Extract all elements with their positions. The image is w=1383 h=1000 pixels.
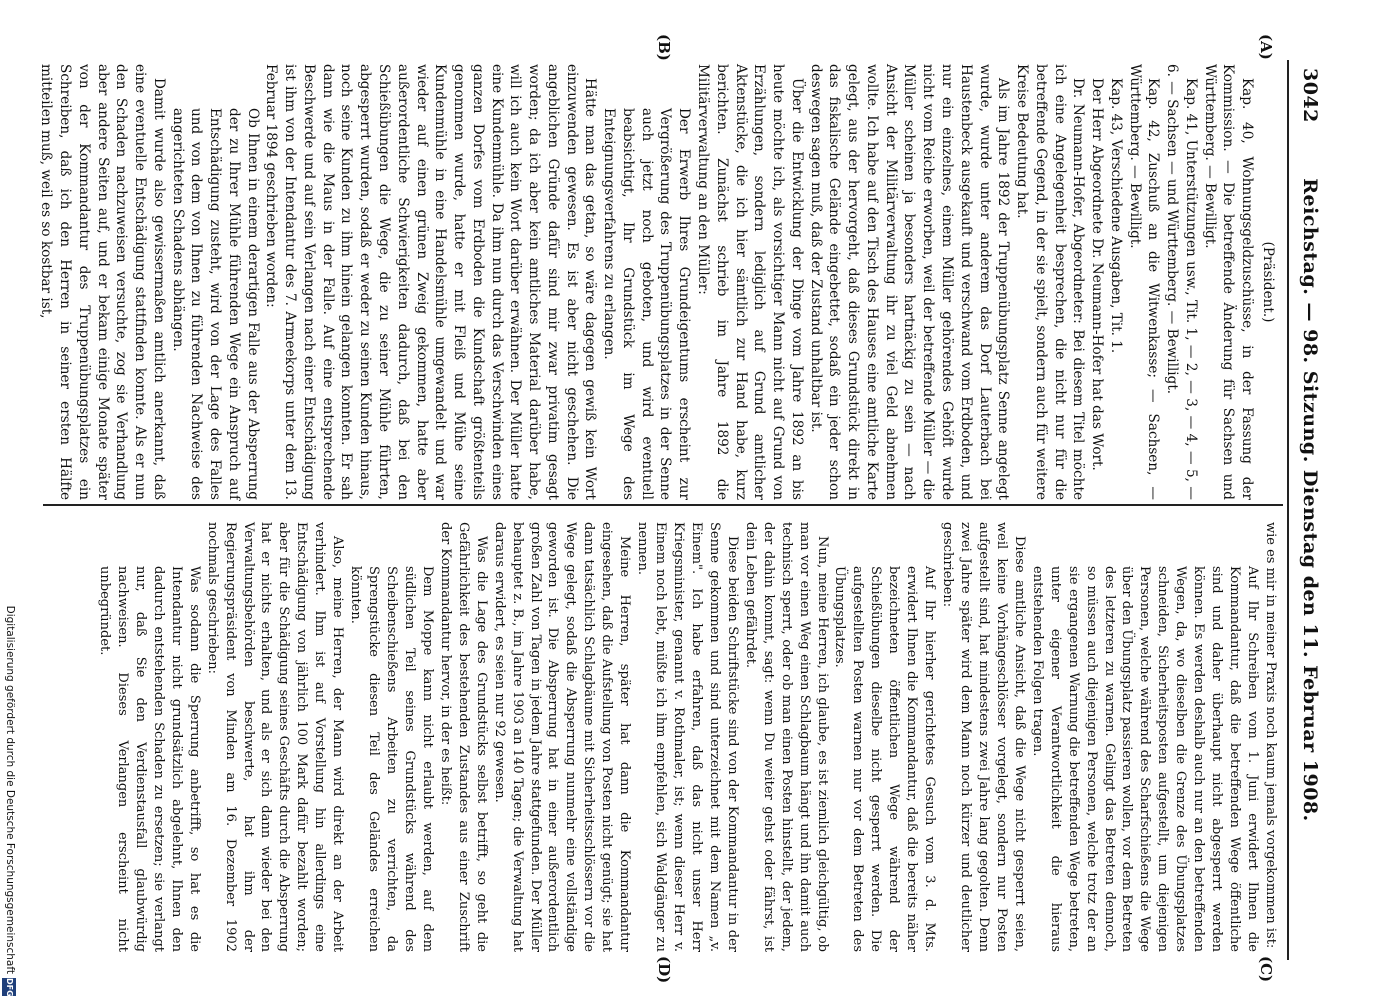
speaker-label: (Präsident.) (1260, 241, 1276, 323)
digitization-credit: Digitalisierung gefördert durch die Deutsche Forschungsgemeinschaft (4, 605, 16, 974)
paragraph: Diese amtliche Ansicht, daß die Wege nicht gesperrt seien, weil keine Vorhängeschlösser vorgelegt, sondern nur Posten aufgestellt sind, hat mindestens zwei Jahre lang gegolten. Denn zwei Jahre später wird dem Mann noch kürzer und deutlicher geschrieben: (940, 522, 1027, 952)
page-number: 3042 (1299, 68, 1321, 123)
margin-letter-d: (D) (655, 956, 673, 984)
paragraph: Kap. 40, Wohnungsgeldzuschüsse, in der Fassung der Kommission. — Die betreffende Änderung für Sachsen und Württemberg. — Bewilligt. (1201, 64, 1256, 500)
paragraph: wie es mir in meiner Praxis noch kaum jemals vorgekommen ist: (1263, 522, 1278, 949)
column-divider (43, 504, 1283, 506)
header-rule (1287, 60, 1289, 960)
paragraph: Was die Lage des Grundstücks selbst betrifft, so geht die Gefährlichkeit des bestehenden Zustandes aus einer Zuschrift der Kommandantur hervor, in der es heißt: (437, 522, 489, 952)
paragraph: Der Herr Abgeordnete Dr. Neumann-Hofer hat das Wort. (1089, 78, 1106, 471)
quoted-letter: Auf Ihr Schreiben vom 1. Juni erwidert Ihnen die Kommandantur, daß die betreffenden Wege öffentliche sind und daher überhaupt nicht abgesperrt werden können. Es werden deshalb auch nur an den betreffenden Wegen, da, wo dieselben die Grenze des Übungsplatzes schneiden, Sicherheitsposten aufgestellt, um diejenigen Personen, welche während des Scharfschießens die Wege über den Übungsplatz passieren wollen, vor dem Betreten des letzteren zu warnen. Gelingt das Betreten dennoch, so müssen auch diejenigen Personen, welche trotz der an sie ergangenen Warnung die betreffenden Wege betreten, unter eigener Verantwortlichkeit die hieraus entstehenden Folgen tragen. (1029, 566, 1261, 952)
paragraph: Diese beiden Schriftstücke sind von der Kommandantur in der Senne gekommen und sind unterzeichnet mit dem Namen „v. Einem". Ich habe erfahren, daß das nicht unser Herr Kriegsminister, genannt v. Rothmaler, ist; wenn dieser Herr v. Einem noch lebt, müßte ich ihm empfehlen, sich Waldgänger zu nennen. (635, 522, 740, 952)
paragraph: Kap. 41, Unterstützungen usw., Tit. 1, — 2, — 3, — 4, — 5, — 6. — Sachsen — und Württemberg. — Bewilligt. (1164, 64, 1199, 500)
paragraph: Dr. Neumann-Hofer, Abgeordneter: Bei diesem Titel möchte ich eine Angelegenheit besprechen, die nicht nur für die betreffende Gegend, in der sie spielt, sondern auch für weitere Kreise Bedeutung hat. (1014, 64, 1087, 500)
page-title: Reichstag. — 98. Sitzung. Dienstag den 11. Februar 1908. (1299, 178, 1321, 822)
quoted-letter: Auf Ihr hierher gerichtetes Gesuch vom 3. d. Mts. erwidert Ihnen die Kommandantur, daß die bereits näher bezeichneten öffentlichen Wege während der Schießübungen dieselbe nicht gesperrt werden. Die aufgestellten Posten warnen nur vor dem Betreten des Übungsplatzes. (832, 566, 938, 952)
paragraph: Meine Herren, später hat dann die Kommandantur eingesehen, daß die Aufstellung von Posten nicht genügt; sie hat dann tatsächlich Schlagbäume mit Sicherheitsschlössern vor die Wege gelegt, sodaß die Absperrung nunmehr eine vollständige geworden ist. Die Absperrung hat in einer außerordentlich großen Zahl von Tagen in jedem Jahre stattgefunden. Der Müller behauptet z. B., im Jahre 1903 an 140 Tagen; die Verwaltung hat daraus erwidert, es seien nur 92 gewesen. (491, 522, 633, 952)
dfg-logo-icon: DFG (2, 978, 16, 996)
paragraph: Kap. 43, Verschiedene Ausgaben, Tit. 1. (1107, 78, 1124, 354)
paragraph: Damit wurde also gewissermaßen amtlich anerkannt, daß eine eventuelle Entschädigung stattfinden konnte. Als er nun den Schaden nachzuweisen versuchte, zog sie Verhandlung aber andere Seiten auf, und er bekam einige Monate später von der Kommandantur des Truppenübungsplatzes ein Schreiben, daß ich den Herren in seiner ersten Hälfte mitteilen muß, weil es so kostbar ist, (38, 64, 167, 500)
quoted-letter: Ob Ihnen in einem derartigen Falle aus der Absperrung der zu Ihrer Mühle führenden Wege ein Anspruch auf Entschädigung zusteht, wird von der Lage des Falles und von dem von Ihnen zu führenden Nachweise des angerichteten Schadens abhängen. (169, 108, 261, 500)
margin-letter-a: (A) (1257, 34, 1275, 60)
paragraph: Als im Jahre 1892 der Truppenübungsplatz Senne angelegt wurde, wurde unter anderem das Dorf Lauterbach bei Haustenbeck ausgekauft und verschwand vom Erdboden, und nur ein einzelnes, einem Müller gehörendes Gehöft wurde nicht vom Reiche erworben, weil der betreffende Müller — die Müller scheinen ja besonders hartnäckig zu sein — nach Ansicht der Militärverwaltung ihr zu viel Geld abnehmen wollte. Ich habe auf den Tisch des Hauses eine amtliche Karte gelegt, aus der hervorgeht, daß dieses Grundstück direkt in das fiskalische Gelände eingebettet, sodaß ein jeder schon deswegen sagen muß, daß der Zustand unhaltbar ist. (807, 64, 1012, 500)
paragraph: Nun, meine Herren, ich glaube, es ist ziemlich gleichgültig, ob man vor einen Weg einen Schlagbaum hängt und ihn damit auch technisch sperrt, oder ob man einen Posten hinstellt, der jedem, der dahin kommt, sagt: wenn Du weiter gehst oder fährst, ist dein Leben gefährdet. (742, 522, 830, 952)
right-column (95, 522, 1279, 952)
left-column (36, 64, 1279, 500)
margin-letter-b: (B) (655, 34, 673, 61)
paragraph: Hätte man das getan, so wäre dagegen gewiß kein Wort einzuwenden gewesen. Es ist aber nicht geschehen. Die angeblichen Gründe dafür sind mir zwar privatim gesagt worden; da ich aber kein amtliches Material darüber habe, will ich auch kein Wort darüber erwähnen. Der Müller hatte eine Kundenmühle. Da ihm nun durch das Verschwinden eines ganzen Dorfes vom Erdboden die Kundschaft größtenteils genommen wurde, hatte er mit Fleiß und Mühe seine Kundenmühle in eine Handelsmühle umgewandelt und war wieder auf einen grünen Zweig gekommen, hatte aber außerordentliche Schwierigkeiten dadurch, daß bei den Schießübungen die Wege, die zu seiner Mühle führten, abgesperrt wurden, sodaß er weder zu seinen Kunden hinaus, noch seine Kunden zu ihm hinein gelangen konnten. Er sah dann wie die Maus in der Falle. Auf eine entsprechende Beschwerde und auf sein Verlangen nach einer Entschädigung ist ihm von der Intendantur des 7. Armeekorps unter dem 13. Februar 1894 geschrieben worden: (263, 64, 599, 500)
page-header (1291, 30, 1321, 970)
paragraph: Über die Entwicklung der Dinge vom Jahre 1892 an bis heute möchte ich, als vorsichtiger Mann nicht auf Grund von Erzählungen, sondern lediglich auf Grund amtlicher Aktenstücke, die ich hier sämtlich zur Hand habe, kurz berichten. Zunächst schrieb im Jahre 1892 die Militärverwaltung an den Müller: (695, 64, 805, 500)
quoted-letter: Der Erwerb Ihres Grundeigentums erscheint zur Vergrößerung des Truppenübungsplatzes in der Senne auch jetzt noch geboten, und wird eventuell beabsichtigt, Ihr Grundstück im Wege des Enteignungsverfahrens zu erlangen. (601, 108, 693, 500)
paragraph: Kap. 42, Zuschuß an die Witwenkasse; — Sachsen, — Württemberg. — Bewilligt. (1126, 64, 1162, 500)
quoted-letter: Was sodann die Sperrung anbetrifft, so hat es die Intendantur nicht grundsätzlich abgelehnt, Ihnen den dadurch entstehenden Schaden zu ersetzen; sie verlangt nur, daß Sie den Verdienstausfall glaubwürdig nachweisen. Dieses Verlangen erscheint nicht unbegründet. (97, 566, 202, 952)
paragraph: Also, meine Herren, der Mann wird direkt an der Arbeit verhindert. Ihm ist auf Vorstellung hin allerdings eine Entschädigung von jährlich 100 Mark dafür bezahlt worden; aber für die Schädigung seines Geschäfts durch die Absperrung hat er nichts erhalten, und als er sich dann wieder bei den Verwaltungsbehörden beschwerte, hat ihm der Regierungspräsident von Minden am 16. Dezember 1902 nochmals geschrieben: (204, 522, 346, 952)
digitization-footer (0, 0, 17, 1000)
margin-letter-c: (C) (1257, 956, 1275, 983)
quoted-letter: Dem Moppe kann nicht erlaubt werden, auf dem südlichen Teil seines Grundstücks während des Scheibenschießens Arbeiten zu verrichten, da Sprengstücke diesen Teil des Geländes erreichen könnten. (348, 566, 435, 952)
